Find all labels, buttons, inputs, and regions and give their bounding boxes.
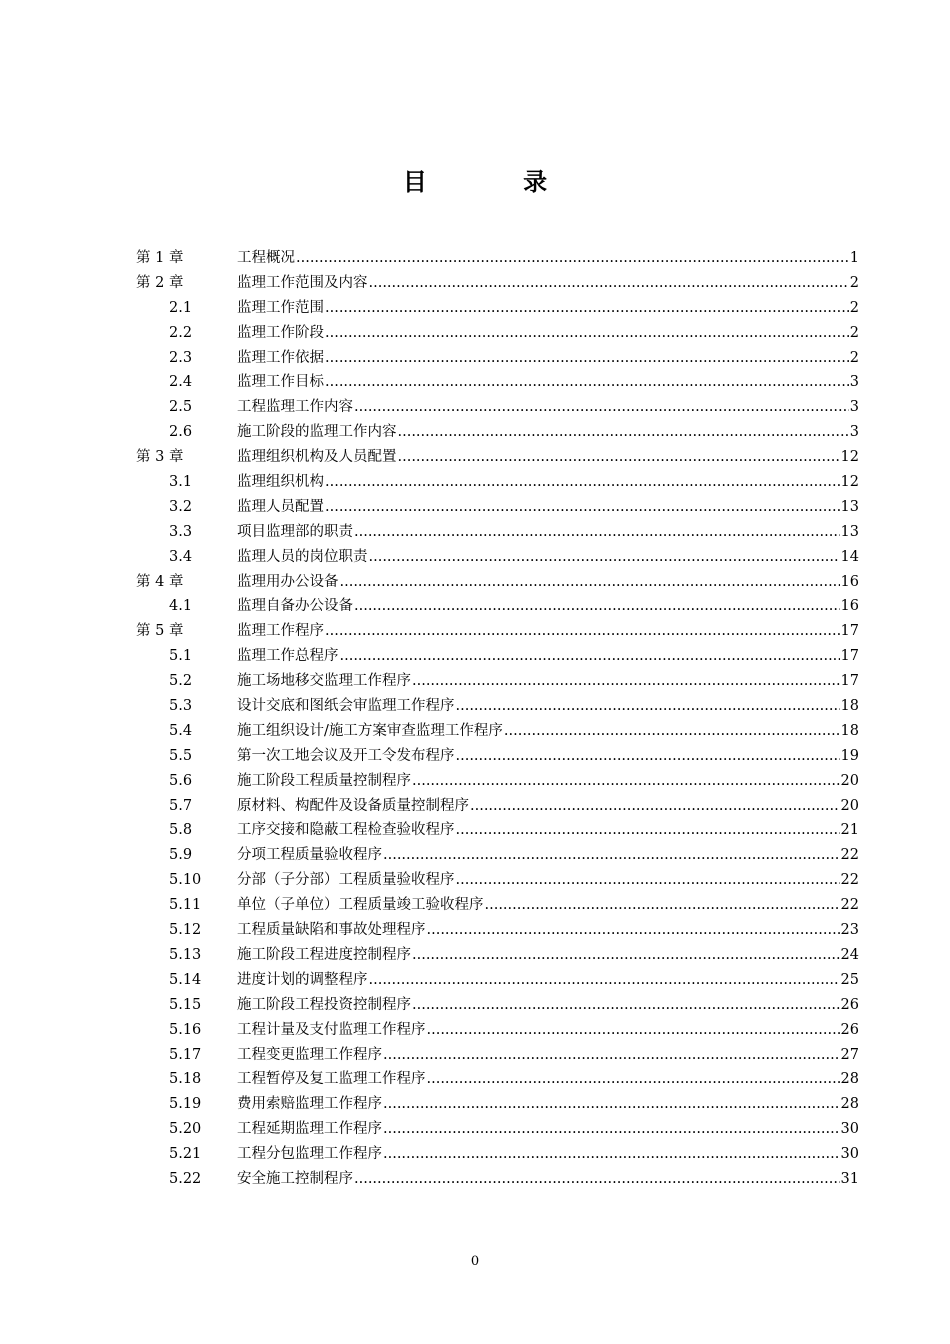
toc-entry-line (237, 619, 859, 644)
toc-section-number: 5.21 (169, 1146, 202, 1163)
toc-page-number: 3 (849, 399, 859, 416)
toc-dot-leader (456, 868, 840, 893)
toc-entry[interactable] (0, 744, 950, 769)
toc-section-number: 5.1 (169, 648, 193, 665)
table-of-contents (0, 246, 950, 1192)
toc-entry[interactable] (0, 520, 950, 545)
toc-entry-line (237, 694, 859, 719)
toc-section-number: 3.3 (169, 523, 193, 540)
toc-entry-line (237, 1117, 859, 1142)
toc-entry-title: 施工阶段工程投资控制程序 (237, 996, 411, 1013)
toc-page-number: 26 (840, 1021, 859, 1038)
toc-entry-title: 监理组织机构及人员配置 (237, 449, 397, 466)
toc-dot-leader (354, 520, 840, 545)
toc-entry[interactable] (0, 719, 950, 744)
toc-entry-line (237, 794, 859, 819)
toc-entry[interactable] (0, 769, 950, 794)
toc-entry-title: 监理工作范围 (237, 299, 324, 316)
toc-entry[interactable] (0, 420, 950, 445)
toc-entry[interactable] (0, 893, 950, 918)
toc-page-number: 30 (840, 1146, 859, 1163)
toc-entry[interactable] (0, 943, 950, 968)
toc-page-number: 26 (840, 996, 859, 1013)
toc-entry-line (237, 993, 859, 1018)
toc-entry-title: 原材料、构配件及设备质量控制程序 (237, 797, 469, 814)
toc-entry[interactable] (0, 1067, 950, 1092)
toc-page-number: 2 (849, 299, 859, 316)
toc-entry[interactable] (0, 470, 950, 495)
toc-entry-line (237, 370, 859, 395)
toc-dot-leader (369, 968, 840, 993)
page-title: 目 录 (402, 168, 592, 196)
toc-page-number: 1 (849, 250, 859, 266)
toc-entry[interactable] (0, 1018, 950, 1043)
toc-entry-title: 分部（子分部）工程质量验收程序 (237, 872, 455, 889)
toc-entry-title: 工程计量及支付监理工作程序 (237, 1021, 426, 1038)
toc-section-number: 5.15 (169, 996, 202, 1013)
page-number: 0 (470, 1254, 480, 1269)
toc-page-number: 13 (840, 523, 859, 540)
toc-section-number: 5.4 (169, 722, 193, 739)
toc-entry-title: 监理自备办公设备 (237, 598, 353, 615)
toc-entry-line (237, 669, 859, 694)
toc-section-number: 5.17 (169, 1046, 202, 1063)
toc-dot-leader (354, 594, 840, 619)
toc-dot-leader (325, 346, 849, 371)
toc-entry-title: 设计交底和图纸会审监理工作程序 (237, 698, 455, 715)
toc-entry[interactable] (0, 545, 950, 570)
toc-entry-line (237, 1043, 859, 1068)
toc-page-number: 2 (849, 349, 859, 366)
toc-dot-leader (296, 246, 849, 271)
toc-entry[interactable] (0, 594, 950, 619)
toc-section-number: 5.16 (169, 1021, 202, 1038)
toc-entry-title: 监理工作总程序 (237, 648, 339, 665)
toc-entry-line (237, 1142, 859, 1167)
toc-page-number: 20 (840, 772, 859, 789)
toc-entry-line (237, 271, 859, 296)
toc-page-number: 22 (840, 897, 859, 914)
toc-entry-line (237, 445, 859, 470)
toc-entry-title: 工程概况 (237, 250, 295, 266)
toc-dot-leader (340, 570, 840, 595)
toc-entry-line (237, 520, 859, 545)
toc-entry-line (237, 570, 859, 595)
toc-section-number: 2.6 (169, 424, 193, 441)
toc-entry[interactable] (0, 694, 950, 719)
toc-entry-line (237, 296, 859, 321)
toc-entry-title: 分项工程质量验收程序 (237, 847, 382, 864)
toc-entry[interactable] (0, 445, 950, 470)
toc-entry[interactable] (0, 1092, 950, 1117)
toc-entry-line (237, 843, 859, 868)
toc-page-number: 28 (840, 1071, 859, 1088)
toc-dot-leader (398, 445, 840, 470)
toc-section-number: 4.1 (169, 598, 193, 615)
toc-entry-title: 监理工作程序 (237, 623, 324, 640)
toc-dot-leader (325, 321, 849, 346)
toc-section-number: 5.19 (169, 1096, 202, 1113)
toc-entry[interactable] (0, 346, 950, 371)
toc-page-number: 24 (840, 946, 859, 963)
toc-section-number: 5.3 (169, 698, 193, 715)
toc-page-number: 16 (840, 598, 859, 615)
toc-dot-leader (412, 769, 840, 794)
toc-entry[interactable] (0, 1117, 950, 1142)
toc-dot-leader (325, 619, 840, 644)
toc-entry-line (237, 744, 859, 769)
toc-entry[interactable] (0, 644, 950, 669)
toc-dot-leader (383, 1043, 840, 1068)
toc-entry-line (237, 594, 859, 619)
toc-dot-leader (383, 843, 840, 868)
toc-entry[interactable] (0, 321, 950, 346)
toc-page-number: 3 (849, 424, 859, 441)
toc-page-number: 20 (840, 797, 859, 814)
toc-entry-line (237, 719, 859, 744)
toc-entry[interactable] (0, 370, 950, 395)
toc-section-number: 5.6 (169, 772, 193, 789)
toc-entry[interactable] (0, 495, 950, 520)
toc-dot-leader (412, 943, 840, 968)
toc-entry-title: 监理组织机构 (237, 474, 324, 491)
toc-page-number: 3 (849, 374, 859, 391)
toc-entry-title: 费用索赔监理工作程序 (237, 1096, 382, 1113)
toc-dot-leader (383, 1117, 840, 1142)
toc-dot-leader (383, 1092, 840, 1117)
toc-entry[interactable] (0, 968, 950, 993)
toc-page-number: 28 (840, 1096, 859, 1113)
toc-entry-line (237, 818, 859, 843)
toc-section-number: 5.13 (169, 946, 202, 963)
toc-dot-leader (412, 993, 840, 1018)
toc-page-number: 22 (840, 872, 859, 889)
toc-page-number: 22 (840, 847, 859, 864)
toc-section-number: 5.11 (169, 897, 202, 914)
toc-entry-line (237, 420, 859, 445)
toc-section-number: 5.8 (169, 822, 193, 839)
toc-entry-title: 工程变更监理工作程序 (237, 1046, 382, 1063)
toc-page-number: 13 (840, 498, 859, 515)
toc-entry[interactable] (0, 1043, 950, 1068)
toc-chapter-number: 第 1 章 (136, 250, 184, 266)
toc-entry[interactable] (0, 395, 950, 420)
toc-page-number: 21 (840, 822, 859, 839)
toc-dot-leader (354, 1167, 840, 1192)
toc-entry-line (237, 346, 859, 371)
toc-dot-leader (369, 545, 840, 570)
toc-dot-leader (412, 669, 840, 694)
toc-section-number: 2.2 (169, 324, 193, 341)
toc-section-number: 3.1 (169, 474, 193, 491)
toc-section-number: 5.9 (169, 847, 193, 864)
toc-entry-title: 监理人员的岗位职责 (237, 548, 368, 565)
toc-dot-leader (456, 818, 840, 843)
toc-entry[interactable] (0, 619, 950, 644)
toc-entry-title: 监理工作依据 (237, 349, 324, 366)
toc-dot-leader (427, 1067, 840, 1092)
toc-entry[interactable] (0, 918, 950, 943)
toc-entry-line (237, 246, 859, 271)
toc-chapter-number: 第 2 章 (136, 274, 184, 291)
toc-page-number: 2 (849, 324, 859, 341)
toc-page-number: 30 (840, 1121, 859, 1138)
toc-entry-title: 施工阶段工程进度控制程序 (237, 946, 411, 963)
toc-entry-title: 单位（子单位）工程质量竣工验收程序 (237, 897, 484, 914)
toc-dot-leader (427, 1018, 840, 1043)
toc-entry[interactable] (0, 1142, 950, 1167)
toc-section-number: 5.2 (169, 673, 193, 690)
toc-dot-leader (470, 794, 840, 819)
toc-entry-line (237, 1067, 859, 1092)
toc-chapter-number: 第 5 章 (136, 623, 184, 640)
toc-entry-title: 监理工作范围及内容 (237, 274, 368, 291)
toc-section-number: 5.18 (169, 1071, 202, 1088)
toc-entry-line (237, 321, 859, 346)
toc-page-number: 25 (840, 971, 859, 988)
toc-entry-line (237, 495, 859, 520)
toc-dot-leader (325, 470, 840, 495)
toc-entry-line (237, 1092, 859, 1117)
toc-entry-title: 施工阶段的监理工作内容 (237, 424, 397, 441)
toc-entry-title: 监理用办公设备 (237, 573, 339, 590)
toc-page-number: 12 (840, 449, 859, 466)
toc-entry[interactable] (0, 271, 950, 296)
toc-dot-leader (456, 744, 840, 769)
toc-entry-line (237, 1018, 859, 1043)
toc-section-number: 5.20 (169, 1121, 202, 1138)
toc-entry-title: 施工组织设计/施工方案审查监理工作程序 (237, 722, 503, 739)
toc-entry-line (237, 395, 859, 420)
toc-section-number: 2.3 (169, 349, 193, 366)
toc-entry-title: 第一次工地会议及开工令发布程序 (237, 747, 455, 764)
toc-page-number: 31 (840, 1170, 859, 1187)
toc-entry-line (237, 968, 859, 993)
toc-entry-title: 施工阶段工程质量控制程序 (237, 772, 411, 789)
toc-entry-line (237, 918, 859, 943)
toc-page-number: 17 (840, 623, 859, 640)
toc-page-number: 18 (840, 698, 859, 715)
toc-entry-title: 监理工作目标 (237, 374, 324, 391)
toc-section-number: 3.2 (169, 498, 193, 515)
toc-dot-leader (325, 296, 849, 321)
toc-dot-leader (485, 893, 840, 918)
toc-page-number: 16 (840, 573, 859, 590)
toc-entry[interactable] (0, 794, 950, 819)
toc-dot-leader (340, 644, 840, 669)
toc-entry-line (237, 943, 859, 968)
toc-section-number: 3.4 (169, 548, 193, 565)
toc-entry[interactable] (0, 818, 950, 843)
toc-entry[interactable] (0, 296, 950, 321)
toc-dot-leader (369, 271, 849, 296)
toc-section-number: 5.7 (169, 797, 193, 814)
toc-entry-title: 监理人员配置 (237, 498, 324, 515)
toc-section-number: 2.5 (169, 399, 193, 416)
toc-entry-title: 工程质量缺陷和事故处理程序 (237, 922, 426, 939)
toc-entry[interactable] (0, 1167, 950, 1192)
toc-page-number: 17 (840, 673, 859, 690)
toc-section-number: 5.14 (169, 971, 202, 988)
toc-section-number: 5.10 (169, 872, 202, 889)
toc-page-number: 23 (840, 922, 859, 939)
toc-entry-line (237, 769, 859, 794)
toc-chapter-number: 第 4 章 (136, 573, 184, 590)
toc-entry[interactable] (0, 570, 950, 595)
toc-entry-title: 工序交接和隐蔽工程检查验收程序 (237, 822, 455, 839)
toc-entry-line (237, 893, 859, 918)
toc-page-number: 17 (840, 648, 859, 665)
toc-entry-title: 工程延期监理工作程序 (237, 1121, 382, 1138)
toc-dot-leader (398, 420, 849, 445)
toc-entry-line (237, 545, 859, 570)
toc-dot-leader (456, 694, 840, 719)
toc-page-number: 14 (840, 548, 859, 565)
toc-entry-title: 项目监理部的职责 (237, 523, 353, 540)
toc-dot-leader (354, 395, 849, 420)
toc-entry-title: 工程监理工作内容 (237, 399, 353, 416)
toc-entry-title: 安全施工控制程序 (237, 1170, 353, 1187)
toc-dot-leader (383, 1142, 840, 1167)
toc-entry-line (237, 470, 859, 495)
toc-section-number: 2.4 (169, 374, 193, 391)
toc-entry-title: 施工场地移交监理工作程序 (237, 673, 411, 690)
toc-page-number: 27 (840, 1046, 859, 1063)
toc-entry-line (237, 644, 859, 669)
toc-entry[interactable] (0, 993, 950, 1018)
toc-entry-title: 工程暂停及复工监理工作程序 (237, 1071, 426, 1088)
toc-section-number: 2.1 (169, 299, 193, 316)
toc-dot-leader (427, 918, 840, 943)
toc-entry-line (237, 1167, 859, 1192)
toc-entry-line (237, 868, 859, 893)
toc-page-number: 18 (840, 722, 859, 739)
toc-entry-title: 进度计划的调整程序 (237, 971, 368, 988)
toc-section-number: 5.22 (169, 1170, 202, 1187)
toc-entry[interactable] (0, 246, 950, 271)
toc-entry[interactable] (0, 868, 950, 893)
toc-entry-title: 工程分包监理工作程序 (237, 1146, 382, 1163)
toc-dot-leader (504, 719, 840, 744)
toc-entry[interactable] (0, 669, 950, 694)
toc-dot-leader (325, 370, 849, 395)
toc-page-number: 19 (840, 747, 859, 764)
toc-page-number: 12 (840, 474, 859, 491)
toc-section-number: 5.5 (169, 747, 193, 764)
toc-chapter-number: 第 3 章 (136, 449, 184, 466)
toc-entry[interactable] (0, 843, 950, 868)
toc-page-number: 2 (849, 274, 859, 291)
toc-dot-leader (325, 495, 840, 520)
toc-entry-title: 监理工作阶段 (237, 324, 324, 341)
toc-section-number: 5.12 (169, 922, 202, 939)
